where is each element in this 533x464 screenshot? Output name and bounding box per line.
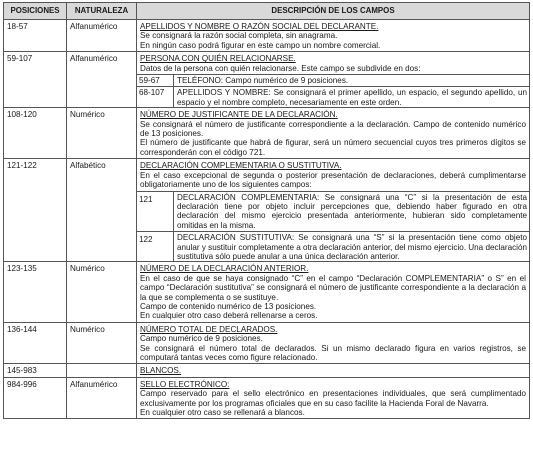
subfield-code: 68-107 — [136, 87, 174, 108]
subfield-code: 122 — [136, 232, 174, 263]
table-row — [4, 108, 530, 159]
table-row — [4, 377, 530, 419]
description-cell — [137, 364, 530, 377]
nature-cell: Alfabético — [67, 159, 137, 262]
subfields-table — [136, 191, 530, 263]
position-cell: 984-996 — [4, 377, 67, 419]
description-cell — [137, 108, 530, 159]
field-title: BLANCOS. — [140, 366, 182, 376]
description-line: En cualquier otro caso deberá rellenarse a ceros. — [140, 311, 318, 321]
position-cell: 108-120 — [4, 108, 67, 159]
description-cell — [137, 377, 530, 419]
position-cell: 145-983 — [4, 364, 67, 377]
table-row — [4, 262, 530, 322]
description-cell — [137, 20, 530, 52]
nature-cell — [67, 364, 137, 377]
field-title: APELLIDOS Y NOMBRE O RAZÓN SOCIAL DEL DECLARANTE. — [140, 22, 379, 31]
header-posiciones: POSICIONES — [4, 3, 67, 20]
nature-cell: Alfanumérico — [67, 52, 137, 108]
field-title: DECLARACIÓN COMPLEMENTARIA O SUSTITUTIVA. — [140, 161, 342, 171]
description-line: Se consignará la razón social completa, sin anagrama. — [140, 31, 338, 41]
subfields-table — [136, 74, 530, 108]
description-cell — [137, 322, 530, 364]
position-cell: 123-135 — [4, 262, 67, 322]
subfield-row — [136, 75, 530, 87]
header-descripcion: DESCRIPCIÓN DE LOS CAMPOS — [137, 3, 530, 20]
subfield-row — [136, 232, 530, 263]
description-line: En el caso excepcional de segunda o posterior presentación de declaraciones, deberá cumplimentarse obligatoriamente uno de los siguientes campos: — [140, 170, 526, 190]
description-cell — [137, 52, 530, 108]
description-line: Se consignará el número de justificante correspondiente a la declaración. Campo de contenido numérico de 13 posiciones. — [140, 119, 526, 139]
description-line: Datos de la persona con quién relacionarse. Este campo se subdivide en dos: — [140, 63, 421, 73]
nature-cell: Numérico — [67, 108, 137, 159]
description-line: Campo reservado para el sello electrónico en presentaciones individuales, que será cumplimentado exclusivamente por los programas oficiales que en su caso facilite la Hacienda Foral de Navarra. — [140, 389, 526, 408]
table-row — [4, 364, 530, 377]
table-row — [4, 52, 530, 108]
description-line: Campo de contenido numérico de 13 posiciones. — [140, 301, 317, 311]
field-title: SELLO ELECTRÓNICO: — [140, 379, 230, 389]
description-cell — [137, 262, 530, 322]
subfield-row — [136, 87, 530, 108]
description-cell — [137, 159, 530, 262]
nature-cell: Numérico — [67, 322, 137, 364]
subfield-code: 121 — [136, 191, 174, 232]
description-line: Campo numérico de 9 posiciones. — [140, 334, 263, 344]
position-cell: 136-144 — [4, 322, 67, 364]
description-line: En ningún caso podrá figurar en este campo un nombre comercial. — [140, 40, 381, 50]
field-title: NÚMERO DE LA DECLARACIÓN ANTERIOR. — [140, 264, 309, 274]
subfield-text: TELÉFONO: Campo numérico de 9 posiciones. — [174, 75, 531, 87]
fields-table — [3, 2, 530, 419]
subfield-row — [136, 191, 530, 232]
table-row — [4, 159, 530, 262]
subfield-code: 59-67 — [136, 75, 174, 87]
subfield-text: DECLARACIÓN SUSTITUTIVA: Se consignará una “S” si la presentación tiene como objeto anular y sustituir completamente a otra declaración anterior, del mismo ejercicio. Una declaración sustitutiva sólo puede anular a una única declaración anterior. — [174, 232, 531, 263]
field-title: NÚMERO TOTAL DE DECLARADOS. — [140, 324, 278, 334]
subfield-text: DECLARACIÓN COMPLEMENTARIA: Se consignará una “C” si la presentación de esta declaración tiene por objeto incluir percepciones que, debiendo haber figurado en otra declaración del mismo ejercicio presentada anteriormente, hubieran sido completamente omitidas en la misma. — [174, 191, 531, 232]
description-line: En el caso de que se haya consignado “C” en el campo “Declaración COMPLEMENTARIA” o S” en el campo “Declaración sustitutiva” se consignará el número de justificante correspondiente a la declaración a la que se complementa o se sustituye. — [140, 273, 526, 302]
nature-cell: Alfanumérico — [67, 20, 137, 52]
description-line: El número de justificante que habrá de figurar, será un número secuencial cuyos tres primeros dígitos se corresponderán con el código 721. — [140, 138, 526, 157]
header-naturaleza: NATURALEZA — [67, 3, 137, 20]
header-row — [4, 3, 530, 20]
nature-cell: Alfanumérico — [67, 377, 137, 419]
position-cell: 121-122 — [4, 159, 67, 262]
description-line: En cualquier otro caso se rellenará a blancos. — [140, 408, 305, 418]
description-line: Se consignará el número total de declarados. Si un mismo declarado figura en varios registros, se computará tantas veces como figure relacionado. — [140, 343, 526, 362]
subfield-text: APELLIDOS Y NOMBRE: Se consignará el primer apellido, un espacio, el segundo apellido, un espacio y el nombre completo, necesariamente en este orden. — [174, 87, 531, 108]
field-title: NÚMERO DE JUSTIFICANTE DE LA DECLARACIÓN. — [140, 110, 338, 120]
position-cell: 18-57 — [4, 20, 67, 52]
position-cell: 59-107 — [4, 52, 67, 108]
table-row — [4, 20, 530, 52]
nature-cell: Numérico — [67, 262, 137, 322]
field-title: PERSONA CON QUIÉN RELACIONARSE. — [140, 54, 296, 64]
table-row — [4, 322, 530, 364]
